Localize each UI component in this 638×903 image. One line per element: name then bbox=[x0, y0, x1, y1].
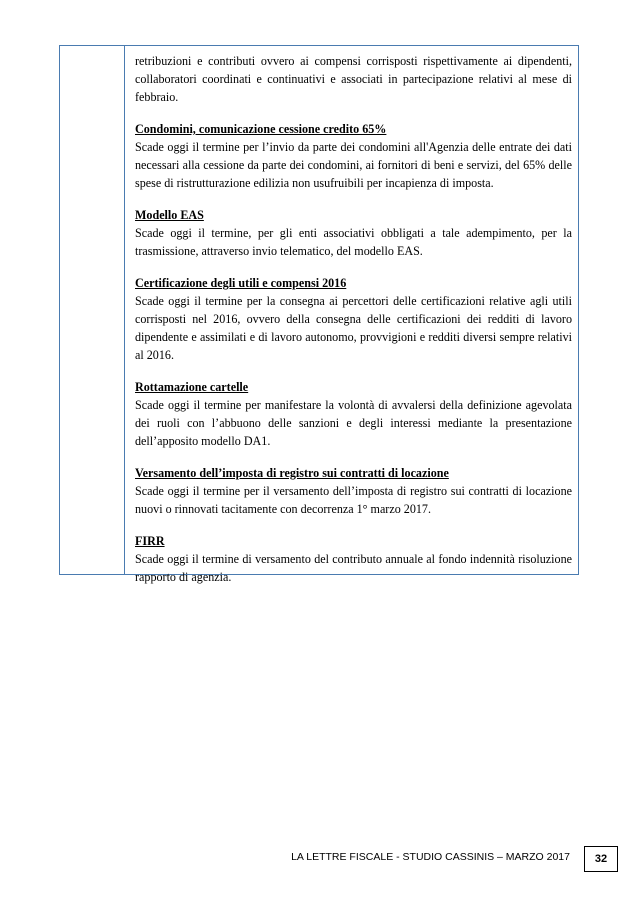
section-modello-eas bbox=[135, 206, 572, 260]
section-rottamazione bbox=[135, 378, 572, 450]
section-title: Certificazione degli utili e compensi 2016 bbox=[135, 276, 347, 290]
section-body: Scade oggi il termine per l’invio da parte dei condomini all'Agenzia delle entrate dei dati necessari alla cessione da parte dei condomini, ai fornitori di beni e servizi, del 65% delle spese di ristrutturazione edilizia non usufruibili per incapienza di imposta. bbox=[135, 140, 572, 190]
section-body: Scade oggi il termine per manifestare la volontà di avvalersi della definizione agevolata dei ruoli con l’abbuono delle sanzioni e degli interessi mediante la presentazione dell’apposito modello DA1. bbox=[135, 398, 572, 448]
section-imposta-registro bbox=[135, 464, 572, 518]
page-number: 32 bbox=[584, 846, 618, 872]
section-title: Rottamazione cartelle bbox=[135, 380, 249, 394]
section-title: Versamento dell’imposta di registro sui contratti di locazione bbox=[135, 466, 449, 480]
section-body: Scade oggi il termine per il versamento dell’imposta di registro sui contratti di locazione nuovi o rinnovati tacitamente con decorrenza 1° marzo 2017. bbox=[135, 484, 572, 516]
description-column bbox=[125, 46, 578, 584]
intro-paragraph: retribuzioni e contributi ovvero ai compensi corrisposti rispettivamente ai dipendenti, collaboratori coordinati e continuativi e associati in partecipazione relativi al mese di febbraio. bbox=[135, 54, 572, 104]
section-body: Scade oggi il termine, per gli enti associativi obbligati a tale adempimento, per la trasmissione, attraverso invio telematico, del modello EAS. bbox=[135, 226, 572, 258]
section-title: Modello EAS bbox=[135, 208, 204, 222]
content-table bbox=[59, 45, 579, 584]
section-condomini bbox=[135, 120, 572, 192]
section-certificazione bbox=[135, 274, 572, 364]
section-title: Condomini, comunicazione cessione credito 65% bbox=[135, 122, 387, 136]
date-column bbox=[60, 46, 125, 574]
footer-text: LA LETTRE FISCALE - STUDIO CASSINIS – MARZO 2017 bbox=[291, 851, 570, 863]
section-body: Scade oggi il termine per la consegna ai percettori delle certificazioni relative agli utili corrisposti nel 2016, ovvero della consegna delle certificazioni dei redditi di lavoro dipendente e assimilati e di lavoro autonomo, provvigioni e redditi diversi sempre relativi al 2016. bbox=[135, 294, 572, 362]
section-body: Scade oggi il termine di versamento del contributo annuale al fondo indennità risoluzione rapporto di agenzia. bbox=[135, 552, 572, 584]
section-title: FIRR bbox=[135, 534, 165, 548]
section-firr bbox=[135, 532, 572, 586]
